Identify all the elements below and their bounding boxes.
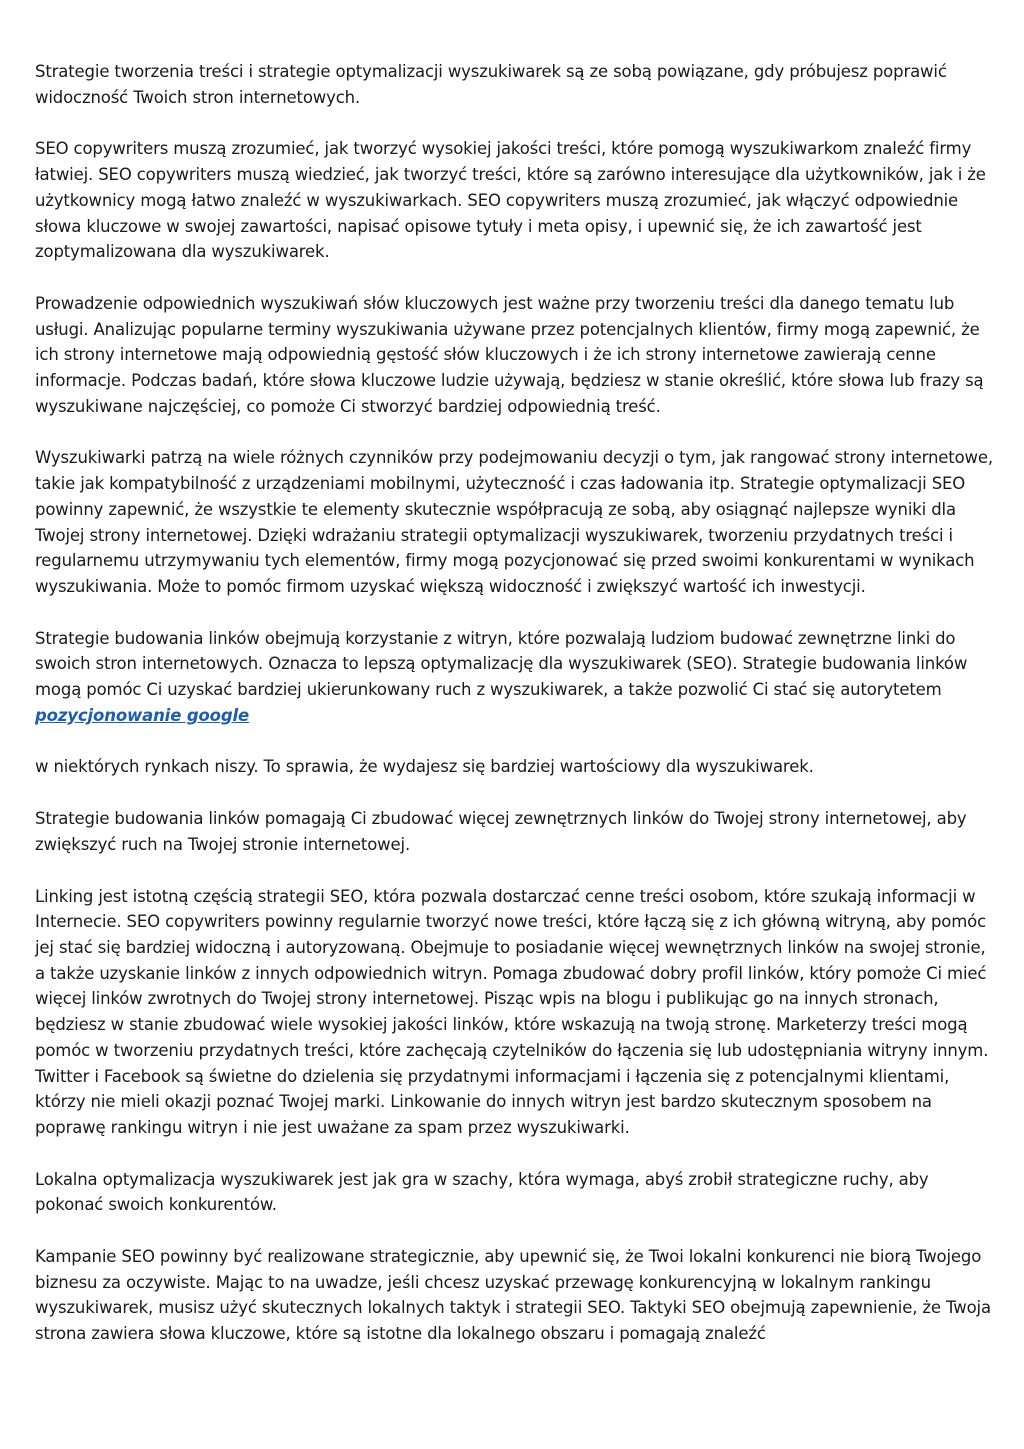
paragraph-seo-campaigns: Kampanie SEO powinny być realizowane strategicznie, aby upewnić się, że Twoi lokalni konkurenci nie biorą Twojego biznesu za oczywiste. Mając to na uwadze, jeśli chcesz uzyskać przewagę konkurencyjną w lokalnym rankingu wyszukiwarek, musisz użyć skutecznych lokalnych taktyk i strategii SEO. Taktyki SEO obejmują zapewnienie, że Twoja strona zawiera słowa kluczowe, które są istotne dla lokalnego obszaru i pomagają znaleźć: [35, 1247, 991, 1344]
paragraph-keyword-research: Prowadzenie odpowiednich wyszukiwań słów kluczowych jest ważne przy tworzeniu treści dla danego tematu lub usługi. Analizując popularne terminy wyszukiwania używane przez potencjalnych klientów, firmy mogą zapewnić, że ich strony internetowe mają odpowiednią gęstość słów kluczowych i że ich strony internetowe zawierają cenne informacje. Podczas badań, które słowa kluczowe ludzie używają, będziesz w stanie określić, które słowa lub frazy są wyszukiwane najczęściej, co pomoże Ci stworzyć bardziej odpowiednią treść.: [35, 293, 984, 416]
document-page: [35, 59, 995, 1373]
seo-link[interactable]: pozycjonowanie google: [35, 705, 250, 725]
paragraph-linking: Linking jest istotną częścią strategii SEO, która pozwala dostarczać cenne treści osobom, które szukają informacji w Internecie. SEO copywriters powinny regularnie tworzyć nowe treści, które łączą się z ich główną witryną, aby pomóc jej stać się bardziej widoczną i autoryzowaną. Obejmuje to posiadanie więcej wewnętrznych linków na swojej stronie, a także uzyskanie linków z innych odpowiednich witryn. Pomaga zbudować dobry profil linków, który pomoże Ci mieć więcej linków zwrotnych do Twojej strony internetowej. Pisząc wpis na blogu i publikując go na innych stronach, będziesz w stanie zbudować wiele wysokiej jakości linków, które wskazują na twoją stronę. Marketerzy treści mogą pomóc w tworzeniu przydatnych treści, które zachęcają czytelników do łączenia się lub udostępniania witryny innym. Twitter i Facebook są świetne do dzielenia się przydatnymi informacjami i łączenia się z potencjalnymi klientami, którzy nie mieli okazji poznać Twojej marki. Linkowanie do innych witryn jest bardzo skutecznym sposobem na poprawę rankingu witryn i nie jest uważane za spam przez wyszukiwarki.: [35, 886, 989, 1137]
paragraph-local-seo: Lokalna optymalizacja wyszukiwarek jest jak gra w szachy, która wymaga, abyś zrobił strategiczne ruchy, aby pokonać swoich konkurentów.: [35, 1169, 929, 1215]
spacer: [35, 728, 995, 754]
paragraph-ranking-factors: Wyszukiwarki patrzą na wiele różnych czynników przy podejmowaniu decyzji o tym, jak rangować strony internetowe, takie jak kompatybilność z urządzeniami mobilnymi, użyteczność i czas ładowania itp. Strategie optymalizacji SEO powinny zapewnić, że wszystkie te elementy skutecznie współpracują ze sobą, aby osiągnąć najlepsze wyniki dla Twojej strony internetowej. Dzięki wdrażaniu strategii optymalizacji wyszukiwarek, tworzeniu przydatnych treści i regularnemu utrzymywaniu tych elementów, firmy mogą pozycjonować się przed swoimi konkurentami w wynikach wyszukiwania. Może to pomóc firmom uzyskać większą widoczność i zwiększyć wartość ich inwestycji.: [35, 448, 993, 596]
paragraph-intro: Strategie tworzenia treści i strategie optymalizacji wyszukiwarek są ze sobą powiązane, gdy próbujesz poprawić widoczność Twoich stron internetowych.: [35, 62, 947, 107]
paragraph-link-building: [35, 626, 995, 729]
paragraph-copywriters: SEO copywriters muszą zrozumieć, jak tworzyć wysokiej jakości treści, które pomogą wyszukiwarkom znaleźć firmy łatwiej. SEO copywriters muszą wiedzieć, jak tworzyć treści, które są zarówno interesujące dla użytkowników, jak i że użytkownicy mogą łatwo znaleźć w wyszukiwarkach. SEO copywriters muszą zrozumieć, jak włączyć odpowiednie słowa kluczowe w swojej zawartości, napisać opisowe tytuły i meta opisy, i upewnić się, że ich zawartość jest zoptymalizowana dla wyszukiwarek.: [35, 139, 986, 262]
paragraph-niche-markets: w niektórych rynkach niszy. To sprawia, że wydajesz się bardziej wartościowy dla wyszukiwarek.: [35, 757, 814, 777]
paragraph-link-building-text: Strategie budowania linków obejmują korzystanie z witryn, które pozwalają ludziom budować zewnętrzne linki do swoich stron internetowych. Oznacza to lepszą optymalizację dla wyszukiwarek (SEO). Strategie budowania linków mogą pomóc Ci uzyskać bardziej ukierunkowany ruch z wyszukiwarek, a także pozwolić Ci stać się autorytetem: [35, 628, 968, 700]
paragraph-link-strategies: Strategie budowania linków pomagają Ci zbudować więcej zewnętrznych linków do Twojej strony internetowej, aby zwiększyć ruch na Twojej stronie internetowej.: [35, 809, 967, 854]
